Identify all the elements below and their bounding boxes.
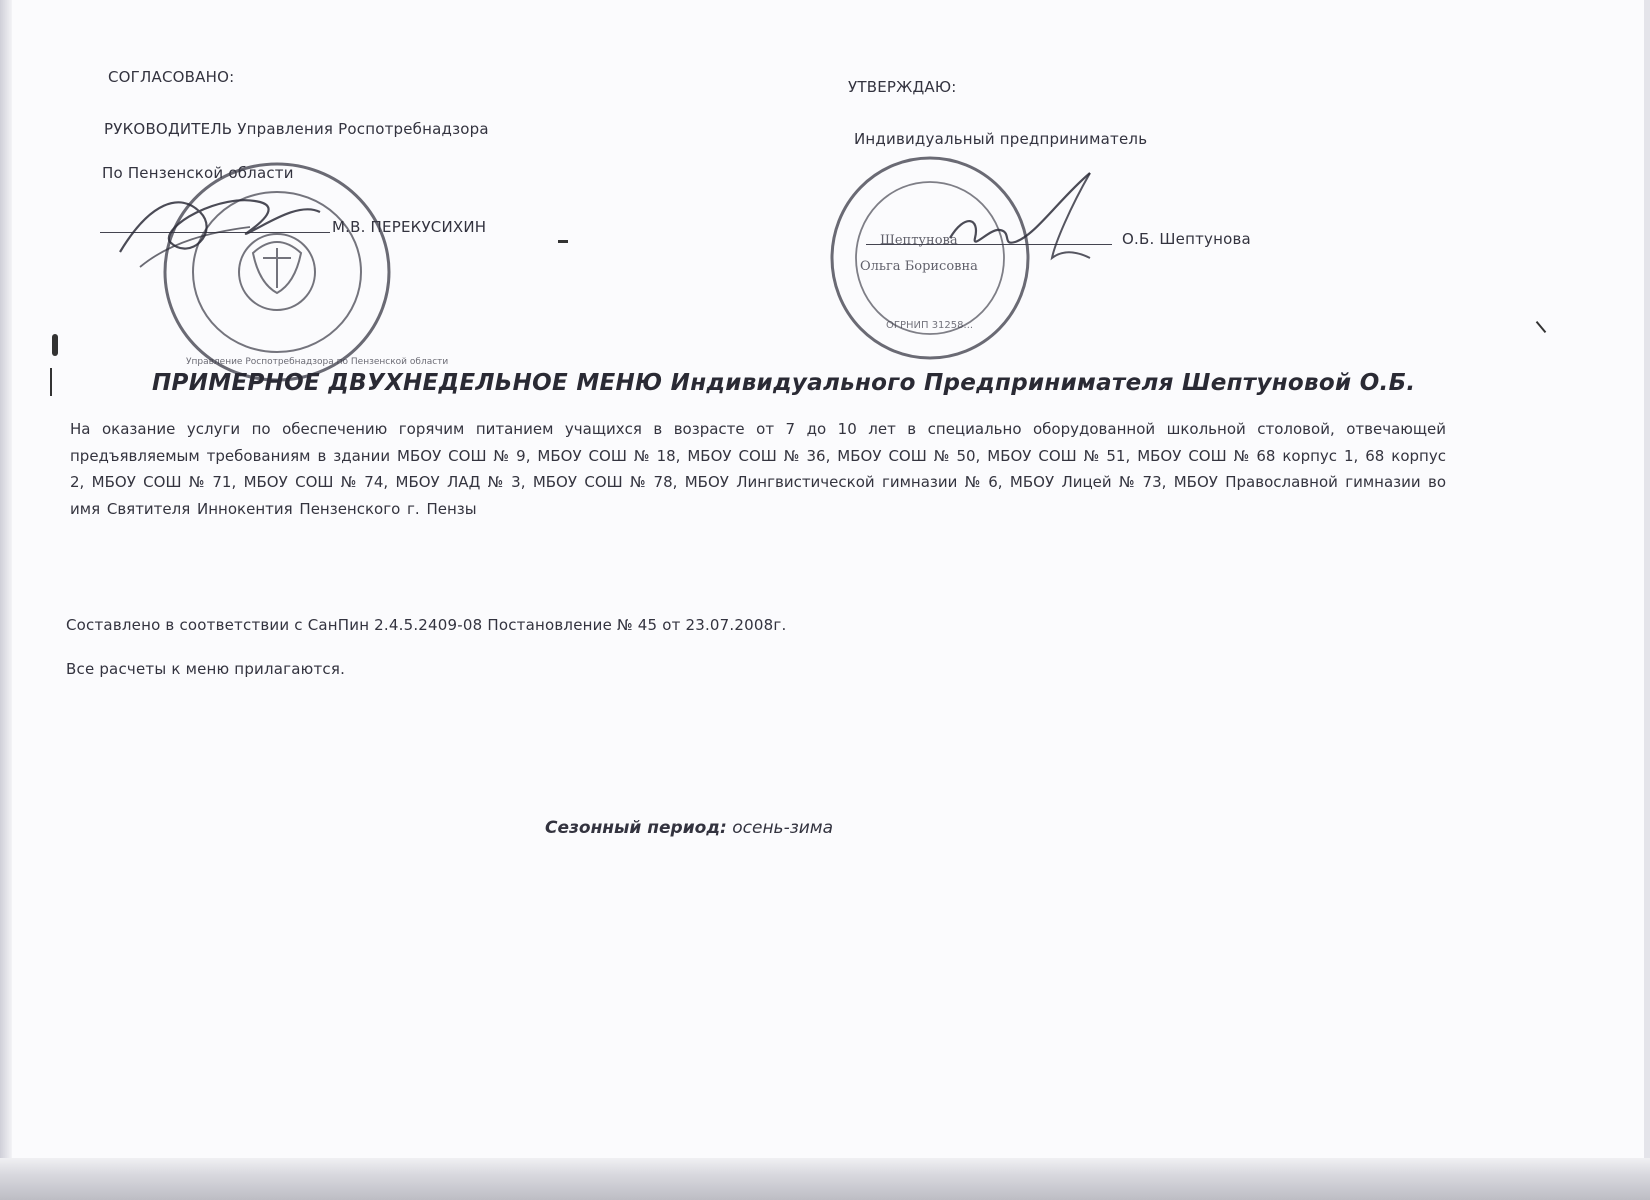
left-seal-text: Управление Роспотребнадзора по Пензенской области [186,357,449,367]
document-body-paragraph: На оказание услуги по обеспечению горячим питанием учащихся в возрасте от 7 до 10 лет в специально оборудованной школьной столовой, отвечающей предъявляемым требованиям в здании МБОУ СОШ № 9, МБОУ СОШ № 18, МБОУ СОШ № 36, МБОУ СОШ № 50, МБОУ СОШ № 51, МБОУ СОШ № 68 корпус 1, 68 корпус 2, МБОУ СОШ № 71, МБОУ СОШ № 74, МБОУ ЛАД № 3, МБОУ СОШ № 78, МБОУ Лингвистической гимназии № 6, МБОУ Лицей № 73, МБОУ Православной гимназии во имя Святителя Иннокентия Пензенского г. Пензы [70,420,1446,518]
approval-left-signer: М.В. ПЕРЕКУСИХИН [332,218,487,236]
right-seal-ring-text: ОГРНИП 31258... [886,320,974,331]
right-seal-text-1: Шептунова [880,233,958,248]
approval-right-signer: О.Б. Шептунова [1122,230,1251,248]
document-title: ПРИМЕРНОЕ ДВУХНЕДЕЛЬНОЕ МЕНЮ Индивидуального Предпринимателя Шептуновой О.Б. [152,370,1416,396]
approval-left-header: СОГЛАСОВАНО: [108,68,235,86]
season-label: Сезонный период: [545,818,727,838]
scan-bottom-edge [0,1158,1650,1200]
season-period [545,818,833,838]
scan-mark [1536,321,1547,333]
scan-left-edge [0,0,12,1200]
right-seal-text-2: Ольга Борисовна [860,259,978,274]
season-value: осень-зима [732,818,834,838]
left-handwritten-signature [110,172,330,282]
scan-mark [558,240,568,243]
calculations-note: Все расчеты к меню прилагаются. [66,660,346,678]
approval-right-position: Индивидуальный предприниматель [854,130,1148,148]
scan-right-edge [1644,0,1650,1200]
compiled-note: Составлено в соответствии с СанПин 2.4.5.2409-08 Постановление № 45 от 23.07.2008г. [66,616,787,634]
scan-mark [50,368,52,396]
scan-mark [52,334,58,356]
right-handwritten-signature [940,158,1140,278]
approval-left-position: РУКОВОДИТЕЛЬ Управления Роспотребнадзора [104,120,489,138]
approval-right-header: УТВЕРЖДАЮ: [848,78,957,96]
approval-left-region: По Пензенской области [102,164,294,182]
